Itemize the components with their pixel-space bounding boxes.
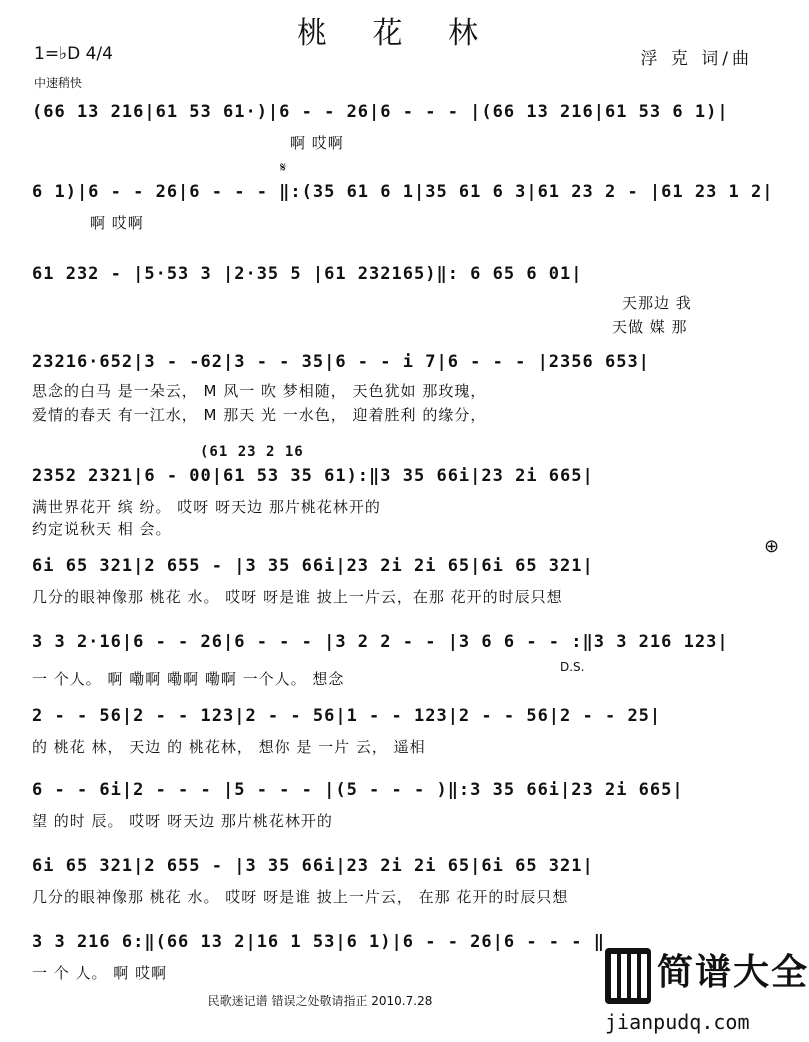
staff-line-9: 6 - - 6i|2 - - - |5 - - - |(5 - - - )‖:3 35 66i|23 2i 665| (32, 780, 684, 800)
staff-line-2: 6 1)|6 - - 26|6 - - - ‖:(35 61 6 1|35 61 6 3|61 23 2 - |61 23 1 2| (32, 182, 774, 202)
lyric-line-4b: 爱情的春天 有一江水， M 那天 光 一水色， 迎着胜利 的缘分， (32, 406, 487, 424)
tempo-marking: 中速稍快 (34, 76, 83, 90)
lyric-line-7: 一 个人。 啊 嘞啊 嘞啊 嘞啊 一个人。 想念 (32, 670, 345, 688)
key-signature: 1=♭D 4/4 (34, 44, 113, 64)
staff-line-3: 61 232 - |5·53 3 |2·35 5 |61 232165)‖: 6 65 6 01| (32, 264, 583, 284)
logo-text: 简谱大全 (657, 952, 809, 993)
lyric-line-5b: 约定说秋天 相 会。 (32, 520, 172, 538)
lyric-line-5a: 满世界花开 缤 纷。 哎呀 呀天边 那片桃花林开的 (32, 498, 381, 516)
lyric-line-8: 的 桃花 林， 天边 的 桃花林， 想你 是 一片 云， 遥相 (32, 738, 426, 756)
lyric-line-4a: 思念的白马 是一朵云， M 风一 吹 梦相随， 天色犹如 那玫瑰， (32, 382, 487, 400)
lyric-line-11: 一 个 人。 啊 哎啊 (32, 964, 168, 982)
staff-line-11: 3 3 216 6:‖(66 13 2|16 1 53|6 1)|6 - - 26|6 - - - ‖ (32, 932, 605, 952)
transcriber-note: 民歌迷记谱 错误之处敬请指正 2010.7.28 (207, 994, 433, 1008)
staff-line-5: 2352 2321|6 - 00|61 53 35 61):‖3 35 66i|23 2i 665| (32, 466, 594, 486)
staff-line-8: 2 - - 56|2 - - 123|2 - - 56|1 - - 123|2 - - 56|2 - - 25| (32, 706, 662, 726)
piano-keys-icon (605, 948, 651, 1004)
staff-line-7: 3 3 2·16|6 - - 26|6 - - - |3 2 2 - - |3 6 6 - - :‖3 3 216 123| (32, 632, 729, 652)
lyric-line-2: 啊 哎啊 (90, 214, 144, 232)
staff-line-10: 6i 65 321|2 655 - |3 35 66i|23 2i 2i 65|6i 65 321| (32, 856, 594, 876)
logo-url[interactable]: jianpudq.com (605, 1010, 750, 1034)
staff-line-4: 23216·652|3 - -62|3 - - 35|6 - - i 7|6 - - - |2356 653| (32, 352, 650, 372)
staff-line-6: 6i 65 321|2 655 - |3 35 66i|23 2i 2i 65|6i 65 321| (32, 556, 594, 576)
composer-credit: 浮 克 词/曲 (640, 49, 753, 69)
coda-sign: ⊕ (764, 536, 780, 557)
lyric-line-10: 几分的眼神像那 桃花 水。 哎呀 呀是谁 披上一片云， 在那 花开的时辰只想 (32, 888, 569, 906)
lyric-line-3a: 天那边 我 (622, 294, 692, 312)
lyric-line-1: 啊 哎啊 (290, 134, 344, 152)
staff-line-1: (66 13 216|61 53 61·)|6 - - 26|6 - - - |(66 13 216|61 53 6 1)| (32, 102, 729, 122)
site-logo (605, 944, 809, 1036)
ds-marking: D.S. (560, 660, 585, 674)
intro-bracket: (61 23 2 16 (200, 444, 304, 460)
segno-sign: 𝄋 (280, 160, 287, 176)
lyric-line-6: 几分的眼神像那 桃花 水。 哎呀 呀是谁 披上一片云，在那 花开的时辰只想 (32, 588, 563, 606)
page-title: 桃 花 林 (296, 16, 497, 51)
lyric-line-9: 望 的时 辰。 哎呀 呀天边 那片桃花林开的 (32, 812, 333, 830)
lyric-line-3b: 天做 媒 那 (612, 318, 688, 336)
